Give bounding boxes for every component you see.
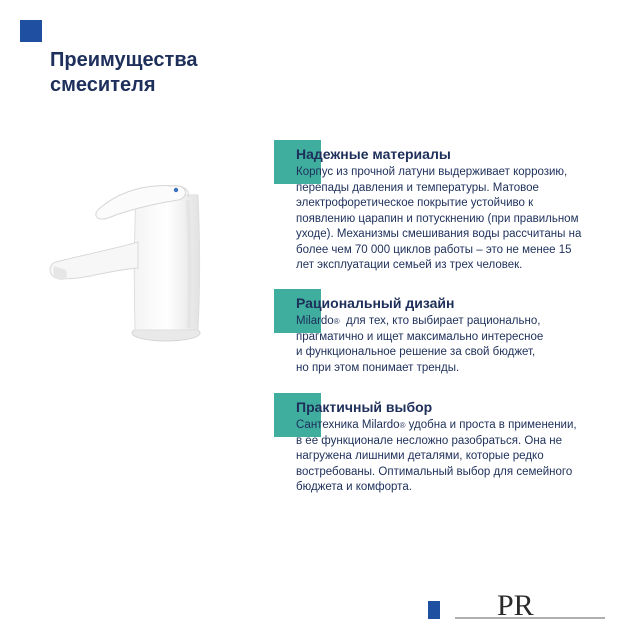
feature-text-line: [296, 418, 606, 434]
feature-text-line: и функциональное решение за свой бюджет,: [296, 346, 536, 358]
feature-text-line: [296, 314, 606, 330]
feature-heading: Практичный выбор: [296, 399, 433, 415]
feature-text-line: перепады давления и температуры. Матовое: [296, 181, 539, 194]
feature-heading: Рациональный дизайн: [296, 295, 455, 311]
feature-text-line: в ее функционале несложно разобраться. Она не: [296, 434, 563, 447]
bottom-accent-square: [428, 601, 440, 619]
feature-text-line: появлению царапин и потускнению (при правильном: [296, 212, 579, 225]
feature-text-fragment: Сантехника Milardo: [296, 419, 400, 431]
feature-text-line: востребованы. Оптимальный выбор для семейного: [296, 465, 573, 478]
page-title-line-1: Преимущества: [50, 49, 198, 71]
feature-text-fragment: для тех, кто выбирает рационально,: [339, 315, 541, 327]
page-title: [50, 48, 197, 98]
registered-mark: ®: [333, 317, 340, 326]
feature-heading: Надежные материалы: [296, 146, 451, 162]
feature-text-line: лет эксплуатации семьей из трех человек.: [296, 259, 523, 271]
corner-accent-square: [20, 20, 42, 42]
feature-text-line: нагружена лишними деталями, которые редко: [296, 450, 544, 462]
faucet-image: [38, 150, 238, 360]
feature-text-line: более чем 70 000 циклов работы – это не менее 15: [296, 243, 572, 256]
feature-text: [296, 165, 606, 274]
registered-mark: ®: [399, 421, 406, 430]
feature-text-line: Корпус из прочной латуни выдерживает коррозию,: [296, 166, 568, 178]
logo-monogram: PR: [497, 589, 534, 622]
feature-text: [296, 314, 606, 376]
brand-name: Milardo: [296, 315, 334, 327]
feature-text: [296, 418, 606, 496]
page-title-line-2: смесителя: [50, 74, 156, 96]
feature-text-line: но при этом понимает тренды.: [296, 361, 460, 374]
feature-text-line: уходе). Механизмы смешивания воды рассчитаны на: [296, 228, 582, 240]
feature-text-fragment: удобна и проста в применении,: [405, 419, 577, 431]
brand-logo: [455, 585, 605, 625]
feature-text-line: электрофоретическое покрытие устойчиво к: [296, 197, 534, 209]
feature-text-line: прагматично и ищет максимально интересное: [296, 330, 544, 343]
feature-text-line: бюджета и комфорта.: [296, 481, 412, 493]
